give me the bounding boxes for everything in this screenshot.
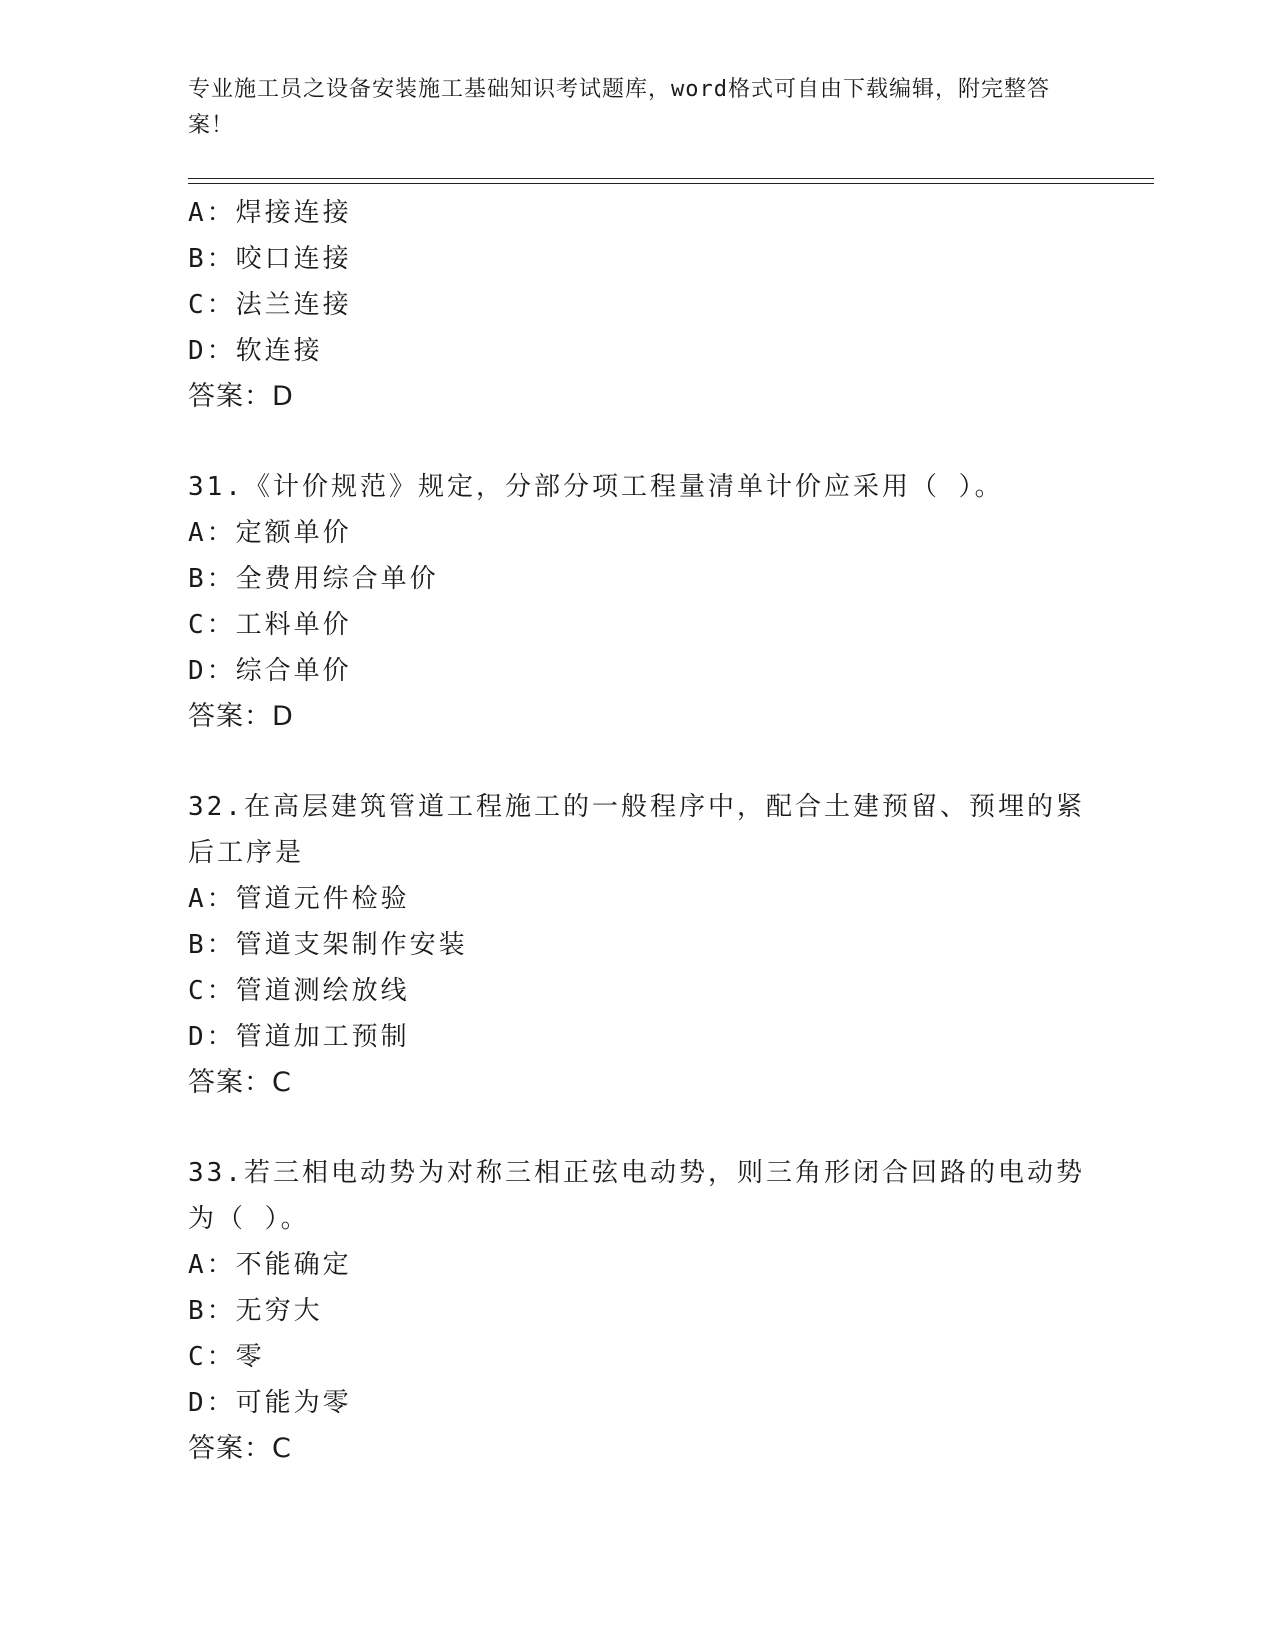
option-b: B：咬口连接	[188, 244, 352, 274]
answer-line	[188, 374, 1088, 420]
header-divider-top	[188, 178, 1154, 179]
answer-label: 答案：	[188, 1433, 272, 1464]
question-text: 33.若三相电动势为对称三相正弦电动势，则三角形闭合回路的电动势为（ ）。	[188, 1158, 1085, 1234]
option-c: C：管道测绘放线	[188, 976, 410, 1006]
answer-label: 答案：	[188, 381, 272, 412]
option-d: D：可能为零	[188, 1388, 352, 1418]
option-a: A：不能确定	[188, 1250, 352, 1280]
question-text: 31.《计价规范》规定，分部分项工程量清单计价应采用（ ）。	[188, 472, 1004, 502]
option-c: C：零	[188, 1342, 265, 1372]
option-c: C：工料单价	[188, 610, 352, 640]
answer-label: 答案：	[188, 701, 272, 732]
question-block	[188, 784, 1088, 1106]
option-d: D：管道加工预制	[188, 1022, 410, 1052]
question-block	[188, 190, 1088, 420]
question-block	[188, 1150, 1088, 1472]
option-a: A：定额单价	[188, 518, 352, 548]
option-b: B：无穷大	[188, 1296, 323, 1326]
header-divider-bottom	[188, 183, 1154, 184]
answer-label: 答案：	[188, 1067, 272, 1098]
option-a: A：管道元件检验	[188, 884, 410, 914]
question-list	[188, 190, 1088, 1472]
option-b: B：全费用综合单价	[188, 564, 439, 594]
option-d: D：综合单价	[188, 656, 352, 686]
answer-value: D	[272, 701, 294, 732]
answer-line	[188, 694, 1088, 740]
option-c: C：法兰连接	[188, 290, 352, 320]
answer-value: C	[272, 1433, 292, 1464]
answer-value: D	[272, 381, 294, 412]
answer-value: C	[272, 1067, 292, 1098]
option-d: D：软连接	[188, 336, 323, 366]
option-a: A：焊接连接	[188, 198, 352, 228]
question-block	[188, 464, 1088, 740]
document-header: 专业施工员之设备安装施工基础知识考试题库，word格式可自由下载编辑，附完整答案！	[188, 77, 1050, 138]
question-text: 32.在高层建筑管道工程施工的一般程序中，配合土建预留、预埋的紧后工序是	[188, 792, 1085, 868]
answer-line	[188, 1426, 1088, 1472]
answer-line	[188, 1060, 1088, 1106]
option-b: B：管道支架制作安装	[188, 930, 468, 960]
